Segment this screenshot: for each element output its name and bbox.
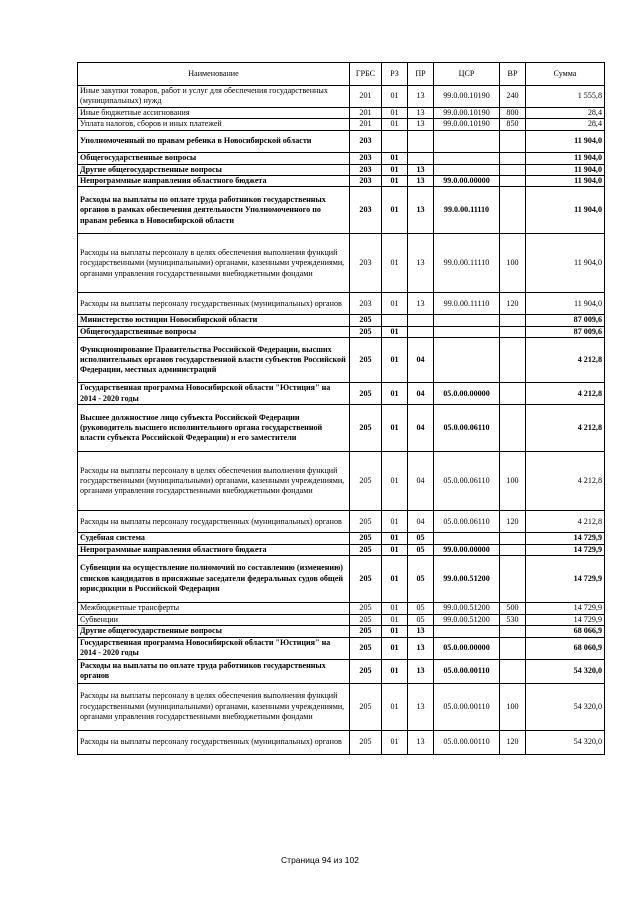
table-header-row bbox=[78, 63, 605, 86]
cell-pr bbox=[408, 326, 434, 337]
cell-name: Расходы на выплаты персоналу в целях обеспечения выполнения функций государственными (муниципальными) органами, казенными учреждениями, органами управления государственными внебюджетными фондами bbox=[78, 452, 350, 511]
table-row bbox=[78, 637, 605, 659]
cell-pr: 13 bbox=[408, 659, 434, 683]
cell-vr: 100 bbox=[500, 452, 526, 511]
cell-rz: 01 bbox=[382, 107, 408, 118]
cell-csr: 05.0.00.06110 bbox=[434, 405, 500, 452]
cell-grbs: 201 bbox=[350, 107, 382, 118]
cell-name: Субвенции bbox=[78, 615, 350, 626]
cell-csr: 99.0.00.51200 bbox=[434, 556, 500, 603]
cell-pr: 13 bbox=[408, 234, 434, 293]
cell-name: Общегосударственные вопросы bbox=[78, 152, 350, 164]
cell-grbs: 205 bbox=[350, 383, 382, 405]
table-row bbox=[78, 293, 605, 315]
cell-sum: 1 555,8 bbox=[526, 86, 605, 108]
cell-csr: 05.0.00.00110 bbox=[434, 683, 500, 730]
cell-sum: 4 212,8 bbox=[526, 383, 605, 405]
budget-table bbox=[77, 62, 605, 755]
cell-rz: 01 bbox=[382, 176, 408, 187]
cell-pr: 04 bbox=[408, 405, 434, 452]
table-row bbox=[78, 176, 605, 187]
cell-pr: 13 bbox=[408, 730, 434, 754]
cell-vr: 850 bbox=[500, 119, 526, 130]
cell-sum: 11 904,0 bbox=[526, 152, 605, 164]
header-name: Наименование bbox=[78, 63, 350, 86]
cell-vr bbox=[500, 164, 526, 175]
cell-pr: 13 bbox=[408, 187, 434, 234]
cell-grbs: 205 bbox=[350, 659, 382, 683]
cell-csr: 99.0.00.51200 bbox=[434, 615, 500, 626]
cell-pr: 05 bbox=[408, 533, 434, 544]
cell-csr: 99.0.00.11110 bbox=[434, 293, 500, 315]
cell-rz bbox=[382, 315, 408, 326]
cell-grbs: 205 bbox=[350, 603, 382, 615]
cell-grbs: 205 bbox=[350, 315, 382, 326]
cell-rz: 01 bbox=[382, 637, 408, 659]
cell-sum: 14 729,9 bbox=[526, 544, 605, 555]
cell-rz: 01 bbox=[382, 187, 408, 234]
table-row bbox=[78, 326, 605, 337]
cell-vr: 120 bbox=[500, 293, 526, 315]
cell-name: Расходы на выплаты персоналу государственных (муниципальных) органов bbox=[78, 730, 350, 754]
cell-grbs: 205 bbox=[350, 626, 382, 637]
cell-pr: 05 bbox=[408, 556, 434, 603]
cell-vr bbox=[500, 533, 526, 544]
cell-sum: 14 729,9 bbox=[526, 615, 605, 626]
cell-name: Уплата налогов, сборов и иных платежей bbox=[78, 119, 350, 130]
cell-name: Министерство юстиции Новосибирской области bbox=[78, 315, 350, 326]
cell-vr: 100 bbox=[500, 234, 526, 293]
cell-vr: 800 bbox=[500, 107, 526, 118]
cell-vr bbox=[500, 338, 526, 383]
cell-sum: 14 729,9 bbox=[526, 556, 605, 603]
cell-csr: 99.0.00.10190 bbox=[434, 86, 500, 108]
cell-grbs: 205 bbox=[350, 533, 382, 544]
cell-pr: 13 bbox=[408, 107, 434, 118]
cell-grbs: 205 bbox=[350, 615, 382, 626]
cell-vr: 530 bbox=[500, 615, 526, 626]
header-csr: ЦСР bbox=[434, 63, 500, 86]
cell-grbs: 203 bbox=[350, 130, 382, 152]
table-row bbox=[78, 615, 605, 626]
cell-pr: 13 bbox=[408, 176, 434, 187]
table-row bbox=[78, 383, 605, 405]
cell-name: Расходы на выплаты персоналу государственных (муниципальных) органов bbox=[78, 511, 350, 533]
cell-grbs: 205 bbox=[350, 544, 382, 555]
cell-pr bbox=[408, 152, 434, 164]
cell-sum: 11 904,0 bbox=[526, 234, 605, 293]
cell-grbs: 203 bbox=[350, 164, 382, 175]
cell-sum: 11 904,0 bbox=[526, 176, 605, 187]
cell-csr: 05.0.00.00110 bbox=[434, 659, 500, 683]
cell-grbs: 205 bbox=[350, 556, 382, 603]
cell-sum: 54 320,0 bbox=[526, 730, 605, 754]
cell-vr: 500 bbox=[500, 603, 526, 615]
cell-sum: 68 060,9 bbox=[526, 637, 605, 659]
table-row bbox=[78, 626, 605, 637]
cell-pr: 04 bbox=[408, 452, 434, 511]
cell-sum: 28,4 bbox=[526, 119, 605, 130]
cell-name: Непрограммные направления областного бюджета bbox=[78, 176, 350, 187]
cell-vr bbox=[500, 659, 526, 683]
cell-rz: 01 bbox=[382, 119, 408, 130]
cell-grbs: 205 bbox=[350, 452, 382, 511]
cell-sum: 11 904,0 bbox=[526, 187, 605, 234]
cell-csr: 99.0.00.00000 bbox=[434, 176, 500, 187]
cell-name: Расходы на выплаты персоналу в целях обеспечения выполнения функций государственными (муниципальными) органами, казенными учреждениями, органами управления государственными внебюджетными фондами bbox=[78, 234, 350, 293]
cell-csr bbox=[434, 626, 500, 637]
table-row bbox=[78, 164, 605, 175]
table-row bbox=[78, 405, 605, 452]
cell-rz: 01 bbox=[382, 234, 408, 293]
cell-name: Высшее должностное лицо субъекта Российской Федерации (руководитель высшего исполнительного органа государственной власти субъекта Российской Федерации) и его заместители bbox=[78, 405, 350, 452]
cell-sum: 87 009,6 bbox=[526, 326, 605, 337]
table-row bbox=[78, 315, 605, 326]
cell-grbs: 205 bbox=[350, 637, 382, 659]
cell-name: Судебная система bbox=[78, 533, 350, 544]
cell-csr bbox=[434, 130, 500, 152]
cell-rz: 01 bbox=[382, 164, 408, 175]
cell-grbs: 203 bbox=[350, 187, 382, 234]
cell-name: Расходы на выплаты по оплате труда работников государственных органов bbox=[78, 659, 350, 683]
cell-csr bbox=[434, 326, 500, 337]
cell-sum: 14 729,9 bbox=[526, 603, 605, 615]
cell-rz: 01 bbox=[382, 326, 408, 337]
cell-rz: 01 bbox=[382, 615, 408, 626]
cell-grbs: 203 bbox=[350, 234, 382, 293]
cell-csr: 99.0.00.11110 bbox=[434, 187, 500, 234]
header-grbs: ГРБС bbox=[350, 63, 382, 86]
table-row bbox=[78, 107, 605, 118]
cell-sum: 54 320,0 bbox=[526, 659, 605, 683]
cell-vr: 240 bbox=[500, 86, 526, 108]
cell-pr: 13 bbox=[408, 626, 434, 637]
table-row bbox=[78, 452, 605, 511]
cell-sum: 14 729,9 bbox=[526, 533, 605, 544]
table-row bbox=[78, 730, 605, 754]
table-row bbox=[78, 533, 605, 544]
table-row bbox=[78, 86, 605, 108]
cell-pr: 05 bbox=[408, 544, 434, 555]
cell-sum: 4 212,8 bbox=[526, 452, 605, 511]
cell-vr bbox=[500, 383, 526, 405]
cell-pr: 05 bbox=[408, 615, 434, 626]
cell-rz: 01 bbox=[382, 659, 408, 683]
cell-name: Общегосударственные вопросы bbox=[78, 326, 350, 337]
cell-pr: 04 bbox=[408, 338, 434, 383]
cell-rz: 01 bbox=[382, 452, 408, 511]
table-row bbox=[78, 119, 605, 130]
cell-csr: 99.0.00.11110 bbox=[434, 234, 500, 293]
table-row bbox=[78, 511, 605, 533]
cell-sum: 87 009,6 bbox=[526, 315, 605, 326]
cell-name: Расходы на выплаты по оплате труда работников государственных органов в рамках обеспечения деятельности Уполномоченного по правам ребенка в Новосибирской области bbox=[78, 187, 350, 234]
cell-name: Межбюджетные трансферты bbox=[78, 603, 350, 615]
table-row bbox=[78, 130, 605, 152]
cell-name: Субвенции на осуществление полномочий по составлению (изменению) списков кандидатов в присяжные заседатели федеральных судов общей юрисдикции в Российской Федерации bbox=[78, 556, 350, 603]
cell-grbs: 205 bbox=[350, 730, 382, 754]
cell-sum: 4 212,8 bbox=[526, 405, 605, 452]
cell-grbs: 203 bbox=[350, 176, 382, 187]
cell-vr bbox=[500, 637, 526, 659]
cell-name: Расходы на выплаты персоналу государственных (муниципальных) органов bbox=[78, 293, 350, 315]
cell-rz: 01 bbox=[382, 626, 408, 637]
cell-name: Непрограммные направления областного бюджета bbox=[78, 544, 350, 555]
cell-vr: 120 bbox=[500, 730, 526, 754]
cell-sum: 4 212,8 bbox=[526, 338, 605, 383]
cell-csr bbox=[434, 164, 500, 175]
cell-pr: 13 bbox=[408, 683, 434, 730]
cell-name: Уполномоченный по правам ребенка в Новосибирской области bbox=[78, 130, 350, 152]
header-rz: РЗ bbox=[382, 63, 408, 86]
cell-grbs: 205 bbox=[350, 683, 382, 730]
cell-csr bbox=[434, 315, 500, 326]
cell-grbs: 205 bbox=[350, 405, 382, 452]
cell-vr bbox=[500, 187, 526, 234]
cell-sum: 54 320,0 bbox=[526, 683, 605, 730]
table-row bbox=[78, 603, 605, 615]
cell-vr bbox=[500, 315, 526, 326]
cell-vr bbox=[500, 130, 526, 152]
table-row bbox=[78, 152, 605, 164]
table-row bbox=[78, 338, 605, 383]
cell-vr: 100 bbox=[500, 683, 526, 730]
cell-name: Другие общегосударственные вопросы bbox=[78, 164, 350, 175]
cell-rz: 01 bbox=[382, 556, 408, 603]
cell-csr: 05.0.00.00110 bbox=[434, 730, 500, 754]
cell-rz bbox=[382, 130, 408, 152]
cell-sum: 11 904,0 bbox=[526, 130, 605, 152]
table-row bbox=[78, 187, 605, 234]
header-pr: ПР bbox=[408, 63, 434, 86]
cell-vr: 120 bbox=[500, 511, 526, 533]
cell-rz: 01 bbox=[382, 544, 408, 555]
cell-rz: 01 bbox=[382, 533, 408, 544]
cell-grbs: 201 bbox=[350, 86, 382, 108]
cell-csr: 05.0.00.06110 bbox=[434, 511, 500, 533]
cell-grbs: 203 bbox=[350, 152, 382, 164]
cell-csr bbox=[434, 533, 500, 544]
cell-pr: 04 bbox=[408, 383, 434, 405]
cell-pr: 05 bbox=[408, 603, 434, 615]
table-row bbox=[78, 544, 605, 555]
cell-csr: 05.0.00.00000 bbox=[434, 383, 500, 405]
cell-name: Государственная программа Новосибирской области "Юстиция" на 2014 - 2020 годы bbox=[78, 637, 350, 659]
cell-csr: 05.0.00.06110 bbox=[434, 452, 500, 511]
cell-csr: 99.0.00.51200 bbox=[434, 603, 500, 615]
cell-vr bbox=[500, 405, 526, 452]
cell-rz: 01 bbox=[382, 511, 408, 533]
cell-vr bbox=[500, 626, 526, 637]
cell-vr bbox=[500, 556, 526, 603]
cell-sum: 11 904,0 bbox=[526, 293, 605, 315]
cell-grbs: 201 bbox=[350, 119, 382, 130]
page-footer: Страница 94 из 102 bbox=[281, 855, 359, 865]
cell-sum: 11 904,0 bbox=[526, 164, 605, 175]
cell-csr bbox=[434, 152, 500, 164]
cell-pr bbox=[408, 130, 434, 152]
cell-name: Иные бюджетные ассигнования bbox=[78, 107, 350, 118]
cell-pr: 13 bbox=[408, 86, 434, 108]
header-sum: Сумма bbox=[526, 63, 605, 86]
cell-sum: 68 066,9 bbox=[526, 626, 605, 637]
cell-rz: 01 bbox=[382, 338, 408, 383]
cell-csr bbox=[434, 338, 500, 383]
cell-vr bbox=[500, 544, 526, 555]
table-row bbox=[78, 234, 605, 293]
cell-pr: 13 bbox=[408, 119, 434, 130]
cell-pr: 13 bbox=[408, 637, 434, 659]
table-row bbox=[78, 556, 605, 603]
table-row bbox=[78, 683, 605, 730]
cell-csr: 99.0.00.10190 bbox=[434, 119, 500, 130]
cell-rz: 01 bbox=[382, 383, 408, 405]
cell-pr: 13 bbox=[408, 293, 434, 315]
cell-sum: 28,4 bbox=[526, 107, 605, 118]
cell-pr bbox=[408, 315, 434, 326]
cell-pr: 13 bbox=[408, 164, 434, 175]
cell-grbs: 205 bbox=[350, 338, 382, 383]
cell-name: Функционирование Правительства Российской Федерации, высших исполнительных органов государственной власти субъектов Российской Федерации, местных администраций bbox=[78, 338, 350, 383]
table-row bbox=[78, 659, 605, 683]
cell-rz: 01 bbox=[382, 86, 408, 108]
cell-name: Иные закупки товаров, работ и услуг для обеспечения государственных (муниципальных) нужд bbox=[78, 86, 350, 108]
cell-rz: 01 bbox=[382, 603, 408, 615]
cell-sum: 4 212,8 bbox=[526, 511, 605, 533]
cell-rz: 01 bbox=[382, 730, 408, 754]
cell-name: Расходы на выплаты персоналу в целях обеспечения выполнения функций государственными (муниципальными) органами, казенными учреждениями, органами управления государственными внебюджетными фондами bbox=[78, 683, 350, 730]
cell-csr: 05.0.00.00000 bbox=[434, 637, 500, 659]
cell-vr bbox=[500, 176, 526, 187]
cell-rz: 01 bbox=[382, 152, 408, 164]
cell-grbs: 205 bbox=[350, 511, 382, 533]
cell-csr: 99.0.00.00000 bbox=[434, 544, 500, 555]
cell-grbs: 203 bbox=[350, 293, 382, 315]
cell-name: Государственная программа Новосибирской области "Юстиция" на 2014 - 2020 годы bbox=[78, 383, 350, 405]
cell-name: Другие общегосударственные вопросы bbox=[78, 626, 350, 637]
cell-csr: 99.0.00.10190 bbox=[434, 107, 500, 118]
cell-rz: 01 bbox=[382, 683, 408, 730]
cell-rz: 01 bbox=[382, 293, 408, 315]
header-vr: ВР bbox=[500, 63, 526, 86]
cell-grbs: 205 bbox=[350, 326, 382, 337]
cell-vr bbox=[500, 326, 526, 337]
cell-pr: 04 bbox=[408, 511, 434, 533]
cell-rz: 01 bbox=[382, 405, 408, 452]
cell-vr bbox=[500, 152, 526, 164]
